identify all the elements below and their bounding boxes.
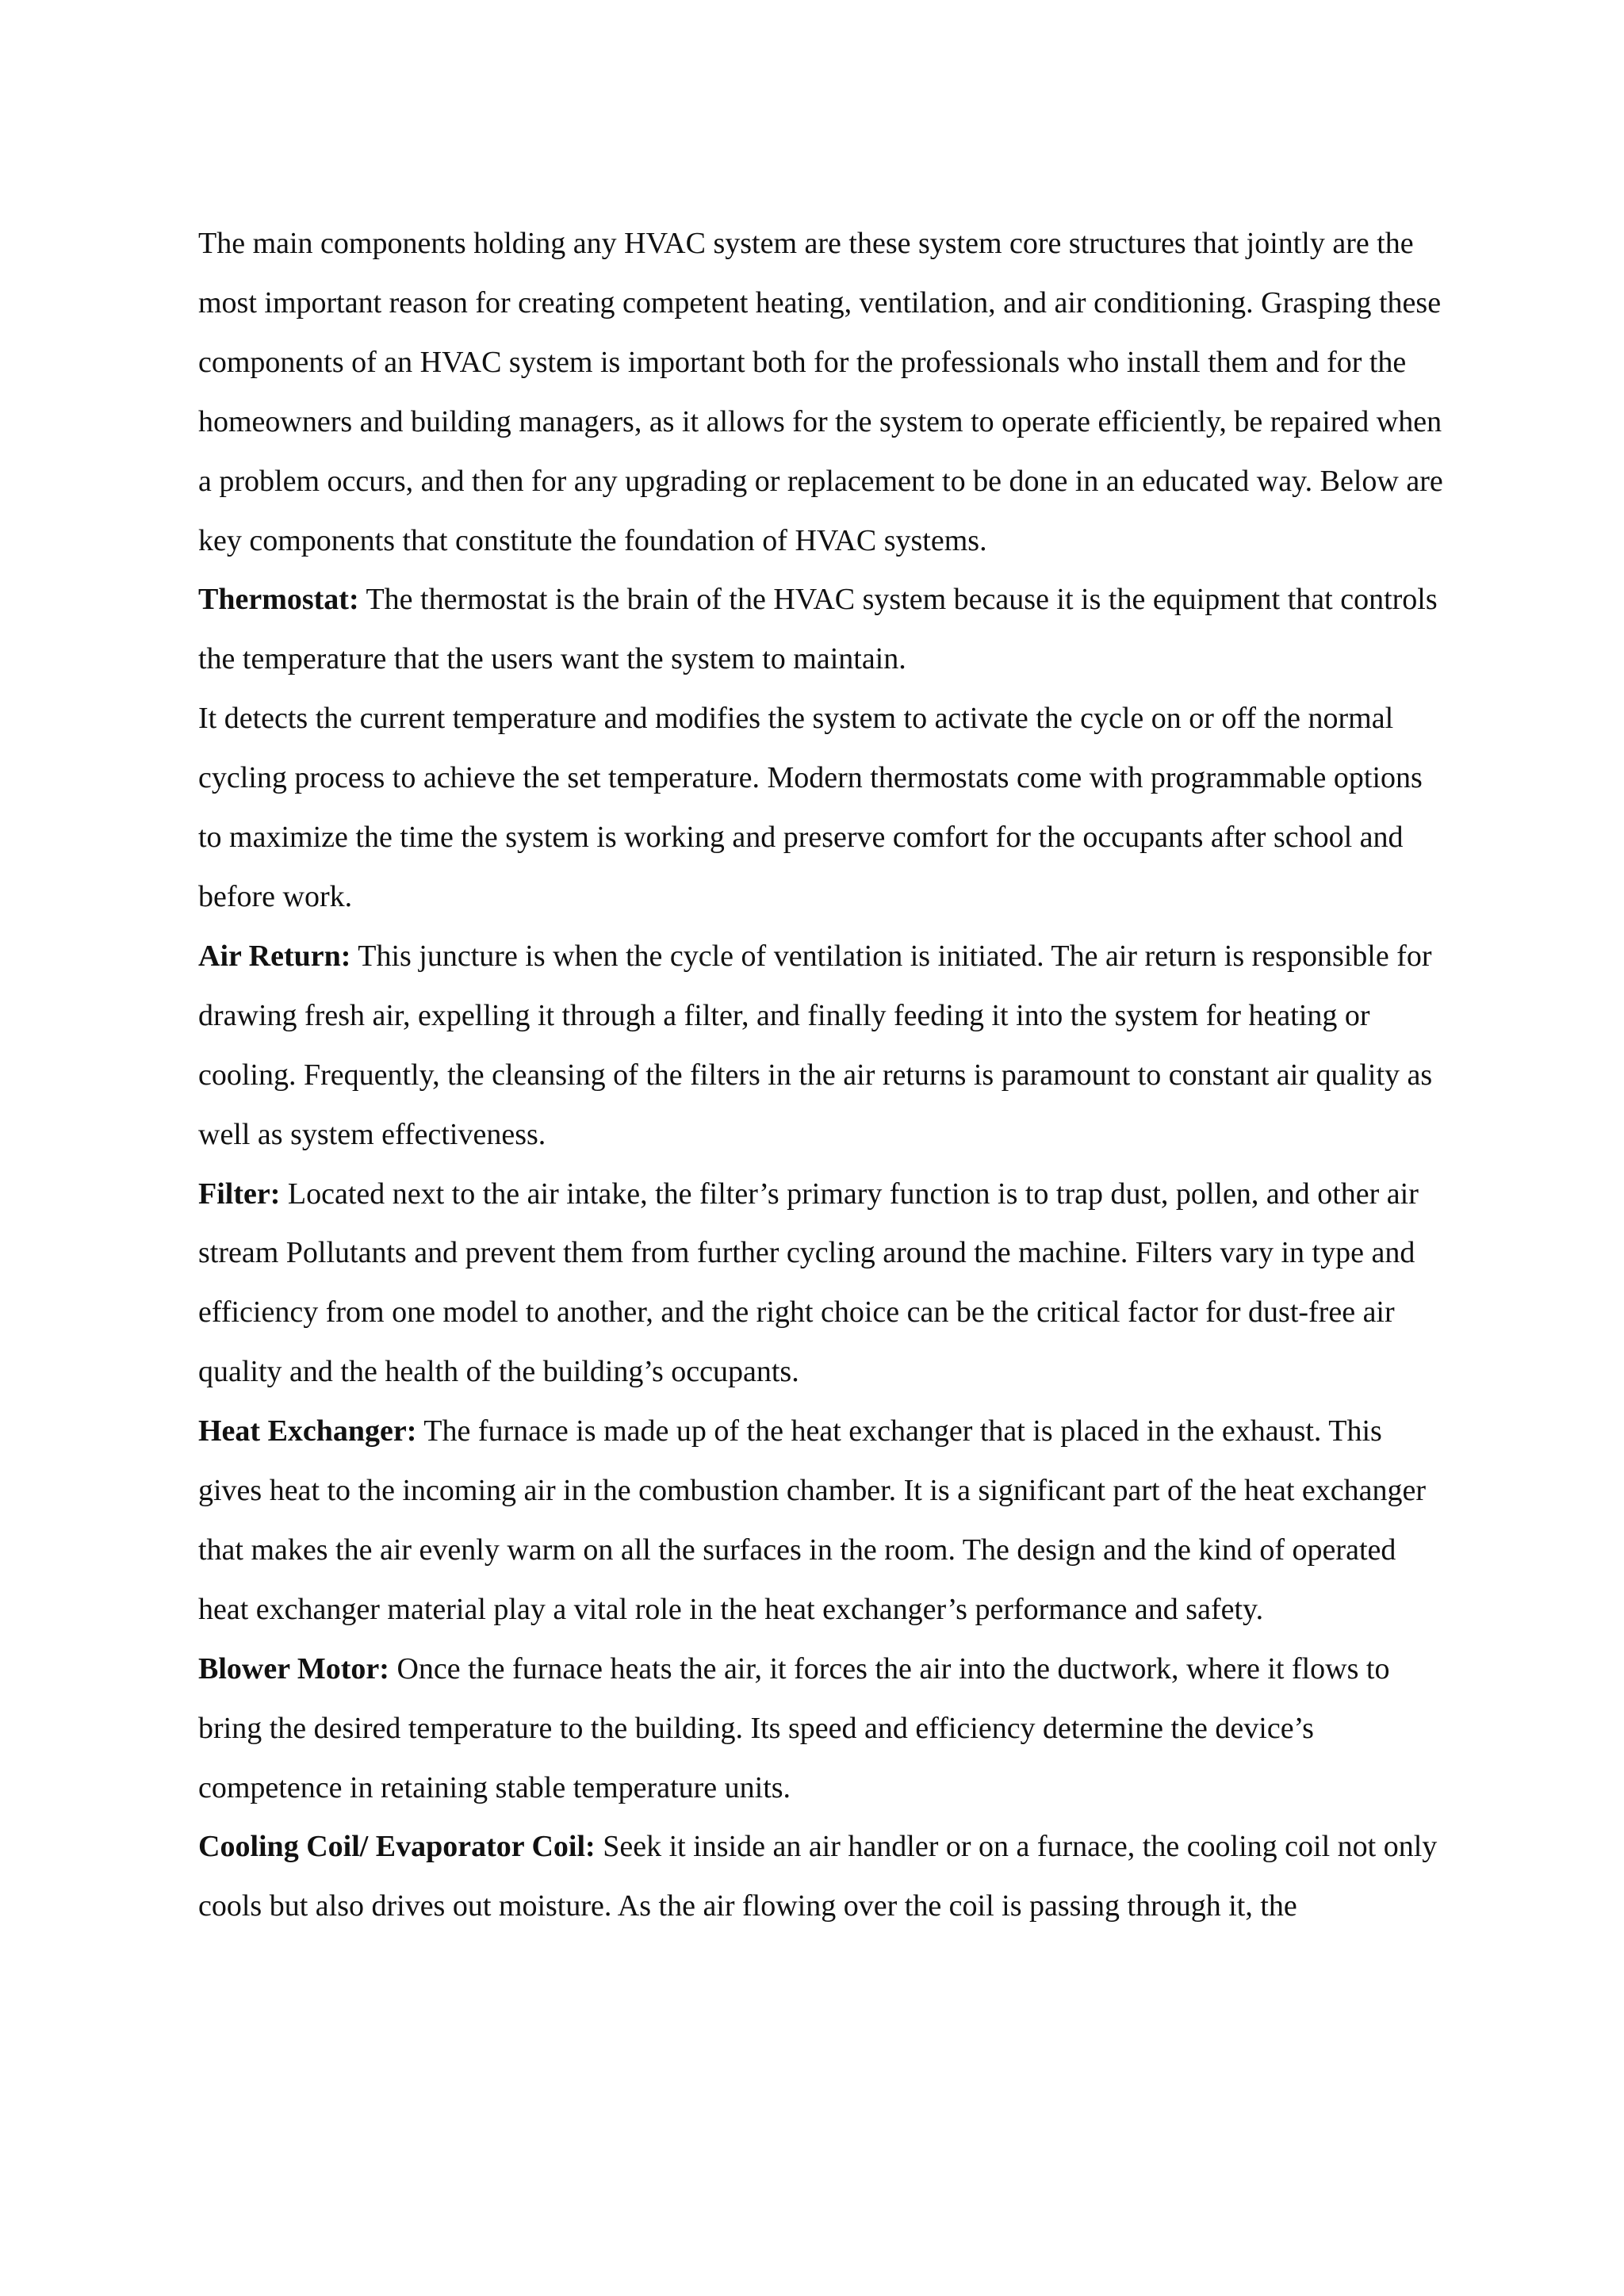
cooling-coil-text: Seek it inside an air handler or on a furnace, the cooling coil not only cools but also drives out moisture. As the air flowing over the coil is passing through it, the — [198, 1830, 1438, 1923]
cooling-coil-paragraph — [198, 1817, 1447, 1936]
blower-motor-term: Blower Motor: — [198, 1651, 389, 1686]
filter-term: Filter: — [198, 1177, 281, 1211]
thermostat-text: The thermostat is the brain of the HVAC system because it is the equipment that controls the temperature that the users want the system to maintain. — [198, 583, 1438, 676]
intro-paragraph: The main components holding any HVAC system are these system core structures that jointly are the most important reason for creating competent heating, ventilation, and air conditioning. Grasping these components of an HVAC system is important both for the professionals who install them and for the homeowners and building managers, as it allows for the system to operate efficiently, be repaired when a problem occurs, and then for any upgrading or replacement to be done in an educated way. Below are key components that constitute the foundation of HVAC systems. — [198, 227, 1443, 557]
heat-exchanger-term: Heat Exchanger: — [198, 1414, 417, 1448]
blower-motor-text: Once the furnace heats the air, it forces the air into the ductwork, where it flows to bring the desired temperature to the building. Its speed and efficiency determine the device’s competence in retaining stable temperature units. — [198, 1651, 1390, 1804]
air-return-paragraph — [198, 927, 1447, 1165]
thermostat-paragraph — [198, 570, 1447, 689]
filter-paragraph — [198, 1165, 1447, 1402]
blower-motor-paragraph — [198, 1640, 1447, 1818]
cooling-coil-term: Cooling Coil/ Evaporator Coil: — [198, 1830, 596, 1864]
thermostat-term: Thermostat: — [198, 583, 359, 617]
heat-exchanger-text: The furnace is made up of the heat exchanger that is placed in the exhaust. This gives heat to the incoming air in the combustion chamber. It is a significant part of the heat exchanger that makes the air evenly warm on all the surfaces in the room. The design and the kind of operated heat exchanger material play a vital role in the heat exchanger’s performance and safety. — [198, 1414, 1427, 1626]
document-body — [198, 214, 1447, 1936]
air-return-text: This juncture is when the cycle of ventilation is initiated. The air return is responsible for drawing fresh air, expelling it through a filter, and finally feeding it into the system for heating or cooling. Frequently, the cleansing of the filters in the air returns is paramount to constant air quality as well as system effectiveness. — [198, 939, 1433, 1151]
filter-text: Located next to the air intake, the filter’s primary function is to trap dust, pollen, and other air stream Pollutants and prevent them from further cycling around the machine. Filters vary in type and efficiency from one model to another, and the right choice can be the critical factor for dust-free air quality and the health of the building’s occupants. — [198, 1177, 1419, 1389]
thermostat-continued-paragraph: It detects the current temperature and modifies the system to activate the cycle on or off the normal cycling process to achieve the set temperature. Modern thermostats come with programmable options to maximize the time the system is working and preserve comfort for the occupants after school and before work. — [198, 702, 1423, 913]
air-return-term: Air Return: — [198, 939, 351, 973]
heat-exchanger-paragraph — [198, 1402, 1447, 1640]
